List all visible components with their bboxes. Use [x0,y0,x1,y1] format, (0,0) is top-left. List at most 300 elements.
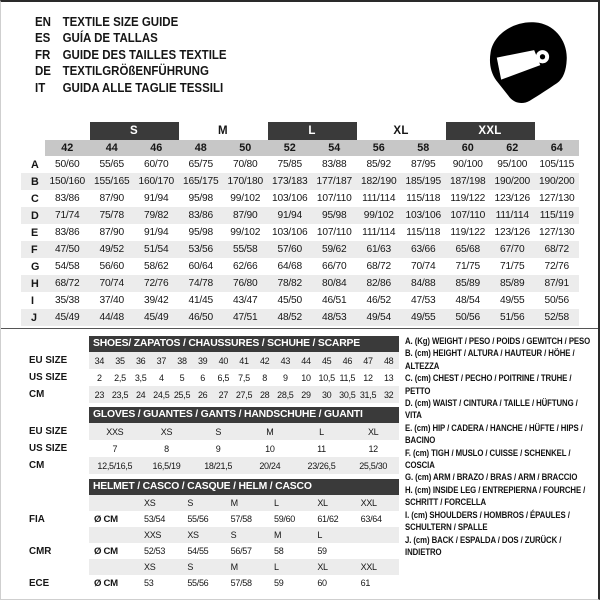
value-cell: 70/74 [99,278,124,289]
value-cell: 27,5 [234,386,255,403]
legend-item-c: C. (cm) CHEST / PECHO / POITRINE / TRUHE / PETTO [405,372,572,396]
textile-size-table [21,122,579,326]
value-cell: 47/53 [411,295,436,306]
value-cell: 9 [282,372,288,383]
value-cell: 173/183 [272,176,308,187]
value-cell: 32 [378,386,399,403]
value-cell: 56/57 [230,546,252,556]
value-cell: 30 [316,386,337,403]
value-cell: 119/122 [450,227,486,238]
value-cell: XS [141,423,193,440]
legend-item-b: B. (cm) HEIGHT / ALTURA / HAUTEUR / HÖHE / ALTEZZA [405,347,575,371]
value-cell: 68/72 [366,261,391,272]
size-group-m: M [218,125,228,137]
value-cell: 49/52 [99,244,124,255]
row-label: C [31,192,39,205]
size-cell: S [226,527,269,543]
column-header-row [21,140,579,156]
value-cell: 95/98 [188,193,213,204]
row-label: US SIZE [29,443,68,454]
value-cell: 107/110 [450,210,486,221]
table-title: SHOES/ ZAPATOS / CHAUSSURES / SCHUHE / SCARPE [89,336,399,352]
value-cell: 83/86 [55,193,80,204]
value-cell: 10 [265,443,275,454]
value-cell: L [296,423,348,440]
size-group-xxl: XXL [446,122,535,140]
value-cell: 115/119 [539,210,574,221]
value-cell: 107/110 [316,227,352,238]
value-cell: 85/89 [500,278,525,289]
value-cell: 43 [275,352,296,369]
value-cell: 63/66 [411,244,436,255]
table-title-row [29,335,399,352]
value-cell: 90/100 [452,159,483,170]
value-cell: 45/50 [277,295,302,306]
value-cell: 119/122 [450,193,486,204]
value-cell: 150/160 [49,176,85,187]
helmet-icon [484,17,572,107]
helmet-size-row-fia [29,495,399,511]
row-label: CM [29,460,45,471]
language-row-de [35,63,311,79]
value-cell: XL [347,423,399,440]
helmet-value-row-ece [29,575,399,591]
size-group-xl: XL [393,125,409,137]
value-cell: 170/180 [227,176,263,187]
value-cell: 47/51 [233,312,258,323]
unit-spacer [89,559,139,575]
value-cell: 83/88 [322,159,347,170]
value-cell: 60 [317,578,327,588]
value-cell: 51/54 [144,244,169,255]
value-cell: 49/54 [366,312,391,323]
value-cell: 91/94 [277,210,302,221]
measure-row-f [21,241,579,258]
value-cell: 49/55 [411,312,436,323]
value-cell: 111/114 [362,193,396,204]
value-cell: 42 [254,352,275,369]
language-row-it [35,80,311,96]
table-title: GLOVES / GUANTES / GANTS / HANDSCHUHE / GUANTI [89,407,399,423]
measure-row-i [21,292,579,309]
value-cell: 95/100 [497,159,528,170]
size-group-l: L [268,122,357,140]
language-title: GUIDE DES TAILLES TEXTILE [62,47,227,62]
value-cell: 62/66 [233,261,258,272]
value-cell: 57/58 [230,514,252,524]
value-cell: 64/68 [277,261,302,272]
value-cell: 91/94 [144,193,169,204]
value-cell: 28,5 [275,386,296,403]
standard-label: CMR [29,545,52,557]
table-row-us-size [29,369,399,386]
table-row-eu-size [29,352,399,369]
value-cell: 72/76 [544,261,569,272]
unit-label: Ø CM [94,513,118,525]
language-code: EN [35,15,51,29]
size-cell [356,527,399,543]
value-cell: 105/115 [539,159,575,170]
size-cell: L [312,527,355,543]
section-divider [1,328,600,329]
language-list [35,14,311,96]
value-cell: 61/63 [366,244,391,255]
value-cell: 53/56 [188,244,213,255]
value-cell: 44/48 [99,312,124,323]
column-header-62: 62 [490,140,535,156]
column-header-52: 52 [268,140,313,156]
row-label: B [31,175,39,188]
legend-item-h: H. (cm) INSIDE LEG / ENTREPIERNA / FOURCHE / SCHRITT / FORCELLA [405,483,586,508]
value-cell: 103/106 [272,227,308,238]
value-cell: 11,5 [339,372,356,383]
language-code: FR [35,47,51,62]
value-cell: 65/75 [188,159,213,170]
value-cell: 71/75 [455,261,480,272]
value-cell: 2,5 [114,372,126,383]
measure-row-a [21,156,579,173]
shoes-size-table [29,335,399,403]
value-cell: 53/54 [144,514,166,524]
value-cell: 29 [296,386,317,403]
value-cell: 7 [112,443,118,454]
value-cell: 12 [363,372,373,383]
measure-row-b [21,173,579,190]
value-cell: 37 [151,352,172,369]
value-cell: 50/56 [455,312,480,323]
language-code: DE [35,64,51,79]
value-cell: 25,5 [172,386,193,403]
row-label: EU SIZE [29,355,68,366]
column-header-48: 48 [179,140,224,156]
row-label: F [31,243,38,256]
row-label: CM [29,389,45,400]
value-cell: 36 [130,352,151,369]
value-cell: 54/58 [55,261,80,272]
measure-row-e [21,224,579,241]
value-cell: 50/56 [544,295,569,306]
table-title-row [29,478,399,495]
value-cell: 45/49 [144,312,169,323]
value-cell: 35 [110,352,131,369]
size-cell: XS [182,527,225,543]
value-cell: 38 [172,352,193,369]
value-cell: 75/85 [277,159,302,170]
legend-item-i: I. (cm) SHOULDERS / HOMBROS / ÉPAULES / SCHULTERN / SPALLE [405,508,570,533]
row-label: US SIZE [29,372,68,383]
row-label: EU SIZE [29,426,68,437]
value-cell: 23 [89,386,110,403]
row-label: I [31,294,34,307]
column-header-56: 56 [357,140,402,156]
value-cell: 54/55 [187,546,209,556]
value-cell: 37/40 [99,295,124,306]
value-cell: 75/78 [99,210,124,221]
value-cell: 58/62 [144,261,169,272]
row-label: E [31,226,39,239]
value-cell: 7,5 [238,372,250,383]
measure-row-c [21,190,579,207]
value-cell: 10,5 [318,372,335,383]
value-cell: 55/65 [99,159,124,170]
value-cell: 50/60 [55,159,80,170]
value-cell: 23/26,5 [296,457,348,474]
value-cell: 3,5 [134,372,147,383]
value-cell: 51/56 [500,312,525,323]
value-cell: 57/60 [277,244,302,255]
value-cell: 99/102 [230,193,261,204]
column-header-46: 46 [134,140,179,156]
legend-item-f: F. (cm) TIGH / MUSLO / CUISSE / SCHENKEL / COSCIA [405,446,571,471]
value-cell: 67/70 [500,244,525,255]
value-cell: 123/126 [494,193,530,204]
size-cell: L [269,495,312,511]
value-cell: 115/118 [406,193,441,204]
value-cell: 55/56 [187,514,209,524]
value-cell: 91/94 [144,227,169,238]
value-cell: 103/106 [405,210,441,221]
row-label: G [31,260,40,273]
helmet-size-row-ece [29,559,399,575]
column-header-58: 58 [401,140,446,156]
column-header-64: 64 [535,140,580,156]
value-cell: 74/78 [188,278,213,289]
value-cell: 24,5 [151,386,172,403]
value-cell: 20/24 [244,457,296,474]
value-cell: 26 [192,386,213,403]
value-cell: 9 [215,443,221,454]
value-cell: 103/106 [272,193,308,204]
value-cell: 5 [179,372,185,383]
value-cell: 46/50 [188,312,213,323]
unit-label: Ø CM [94,577,118,589]
value-cell: 6,5 [217,372,230,383]
value-cell: 71/74 [55,210,80,221]
value-cell: 18/21,5 [192,457,244,474]
value-cell: 95/98 [188,227,213,238]
value-cell: 68/72 [55,278,80,289]
value-cell: XXS [89,423,141,440]
value-cell: 68/72 [544,244,569,255]
value-cell: 44 [296,352,317,369]
helmet-value-row-cmr [29,543,399,559]
value-cell: 61 [360,578,371,588]
value-cell: 28 [254,386,275,403]
helmet-value-row-fia [29,511,399,527]
size-cell: XXL [356,559,399,575]
value-cell: 40 [213,352,234,369]
value-cell: 4 [158,372,164,383]
value-cell: 48/53 [322,312,347,323]
value-cell: 48/52 [277,312,302,323]
legend-item-d: D. (cm) WAIST / CINTURA / TAILLE / HÜFTUNG / VITA [405,397,578,421]
value-cell: 87/90 [99,193,124,204]
size-cell: XS [139,559,182,575]
value-cell: 34 [89,352,110,369]
unit-spacer [89,495,139,511]
size-cell: XS [139,495,182,511]
value-cell: 52/58 [544,312,569,323]
value-cell: 39 [192,352,213,369]
size-cell: XXL [356,495,399,511]
value-cell: 11 [317,443,326,454]
value-cell: 41/45 [188,295,213,306]
unit-spacer [89,527,139,543]
value-cell: 123/126 [494,227,530,238]
value-cell: 16,5/19 [141,457,193,474]
value-cell: 55/58 [233,244,258,255]
helmet-size-row-cmr [29,527,399,543]
value-cell: 43/47 [233,295,258,306]
column-header-42: 42 [45,140,90,156]
value-cell: 63/64 [360,514,382,524]
standard-label: FIA [29,513,45,525]
helmet-size-table [29,478,399,591]
value-cell: 72/76 [144,278,169,289]
value-cell: 111/114 [495,210,529,221]
value-cell: 111/114 [362,227,396,238]
table-title-row [29,406,399,423]
row-label: H [31,277,39,290]
value-cell: 58 [273,546,284,556]
size-cell: M [226,559,269,575]
value-cell: 60/64 [188,261,213,272]
value-cell: M [244,423,296,440]
language-title: GUIDA ALLE TAGLIE TESSILI [62,80,224,95]
value-cell: 41 [234,352,255,369]
language-title: TEXTILE SIZE GUIDE [62,15,179,29]
value-cell: 95/98 [322,210,347,221]
size-cell: S [182,495,225,511]
value-cell: 83/86 [55,227,80,238]
size-cell: M [226,495,269,511]
value-cell: 45 [316,352,337,369]
measure-row-j [21,309,579,326]
value-cell: 59/60 [273,514,296,524]
value-cell: 87/91 [544,278,569,289]
column-header-54: 54 [312,140,357,156]
value-cell: 10 [301,372,311,383]
value-cell: 39/42 [144,295,169,306]
value-cell: 12,5/16,5 [89,457,141,474]
value-cell: 46/51 [322,295,347,306]
standard-label: ECE [29,577,50,589]
value-cell: 8 [164,443,169,454]
value-cell: 59 [317,546,327,556]
value-cell: 87/95 [411,159,436,170]
size-group-row [21,122,579,140]
value-cell: 13 [383,372,394,383]
language-row-en [35,14,311,30]
language-code: IT [35,80,46,95]
value-cell: 12 [368,443,378,454]
value-cell: 52/53 [144,546,166,556]
value-cell: 190/200 [539,176,575,187]
gloves-size-table [29,406,399,474]
value-cell: 71/75 [500,261,525,272]
value-cell: 83/86 [188,210,213,221]
value-cell: 160/170 [138,176,174,187]
table-row-eu-size [29,423,399,440]
value-cell: 85/92 [366,159,391,170]
row-label: A [31,158,39,171]
value-cell: 47/50 [55,244,80,255]
column-header-44: 44 [90,140,135,156]
value-cell: 99/102 [230,227,261,238]
measurement-legend [405,335,594,558]
legend-item-g: G. (cm) ARM / BRAZO / BRAS / ARM / BRACCIO [405,471,578,483]
value-cell: 87/90 [233,210,258,221]
value-cell: 65/68 [455,244,480,255]
value-cell: 53 [144,578,154,588]
measure-row-g [21,258,579,275]
language-title: GUÍA DE TALLAS [62,31,158,46]
size-cell: XXS [139,527,182,543]
value-cell: 66/70 [322,261,347,272]
value-cell: 2 [96,372,102,383]
table-row-cm [29,457,399,474]
value-cell: 59 [273,578,284,588]
value-cell [356,543,399,559]
value-cell: 99/102 [363,210,394,221]
value-cell: 6 [200,372,206,383]
column-header-60: 60 [446,140,491,156]
legend-item-a: A. (Kg) WEIGHT / PESO / POIDS / GEWITCH / PESO [405,335,591,346]
value-cell: 55/56 [187,578,209,588]
value-cell: 78/82 [277,278,302,289]
size-cell: XL [312,495,355,511]
value-cell: 187/198 [450,176,486,187]
language-row-es [35,30,311,46]
value-cell: 165/175 [183,176,219,187]
value-cell: 57/58 [230,578,252,588]
row-label: D [31,209,39,222]
value-cell: 59/62 [322,244,347,255]
language-row-fr [35,47,311,63]
value-cell: 30,5 [337,386,358,403]
value-cell: 48 [378,352,399,369]
value-cell: 76/80 [233,278,258,289]
value-cell: 25,5/30 [347,457,399,474]
value-cell: 61/62 [317,514,339,524]
size-cell: L [269,559,312,575]
value-cell: 185/195 [405,176,441,187]
value-cell: 87/90 [99,227,124,238]
value-cell: 56/60 [99,261,124,272]
value-cell: 45/49 [55,312,80,323]
table-row-cm [29,386,399,403]
value-cell: 46/52 [366,295,391,306]
legend-item-j: J. (cm) BACK / ESPALDA / DOS / ZURÜCK / INDIETRO [405,533,562,557]
value-cell: 177/187 [316,176,352,187]
value-cell: 23,5 [110,386,131,403]
size-cell: XL [312,559,355,575]
row-label: J [31,311,38,324]
measure-row-h [21,275,579,292]
value-cell: S [192,423,244,440]
legend-item-e: E. (cm) HIP / CADERA / HANCHE / HÜFTE / HIPS / BACINO [405,421,583,446]
unit-label: Ø CM [94,545,118,557]
value-cell: 84/88 [411,278,436,289]
language-code: ES [35,31,51,46]
value-cell: 46 [337,352,358,369]
value-cell: 82/86 [366,278,391,289]
table-row-us-size [29,440,399,457]
measure-row-d [21,207,579,224]
size-cell: M [269,527,312,543]
value-cell: 35/38 [55,295,80,306]
value-cell: 107/110 [316,193,352,204]
